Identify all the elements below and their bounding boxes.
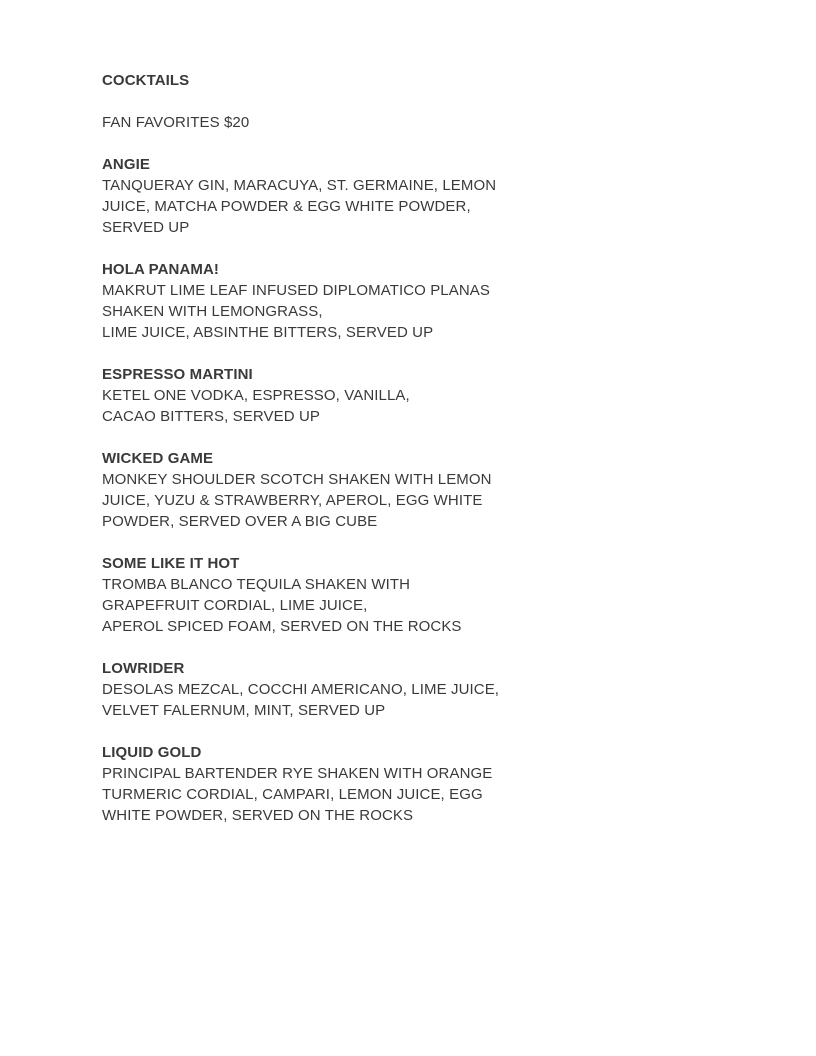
cocktail-item (102, 259, 742, 343)
cocktail-ingredients-line: TURMERIC CORDIAL, CAMPARI, LEMON JUICE, EGG (102, 786, 483, 803)
section-title: FAN FAVORITES $20 (102, 114, 250, 131)
cocktail-ingredients-line: SHAKEN WITH LEMONGRASS, (102, 303, 323, 320)
menu-title: COCKTAILS (102, 72, 190, 89)
cocktail-ingredients-line: SERVED UP (102, 219, 190, 236)
cocktail-ingredients-line: TANQUERAY GIN, MARACUYA, ST. GERMAINE, LEMON (102, 177, 497, 194)
menu-content (102, 70, 742, 826)
cocktail-name: HOLA PANAMA! (102, 261, 220, 278)
cocktail-ingredients-line: VELVET FALERNUM, MINT, SERVED UP (102, 702, 386, 719)
cocktail-name: WICKED GAME (102, 450, 214, 467)
cocktail-item (102, 364, 742, 427)
cocktail-ingredients-line: MONKEY SHOULDER SCOTCH SHAKEN WITH LEMON (102, 471, 492, 488)
cocktail-ingredients-line: POWDER, SERVED OVER A BIG CUBE (102, 513, 378, 530)
cocktail-ingredients-line: CACAO BITTERS, SERVED UP (102, 408, 321, 425)
cocktail-item (102, 553, 742, 637)
cocktail-ingredients-line: GRAPEFRUIT CORDIAL, LIME JUICE, (102, 597, 368, 614)
cocktail-ingredients-line: JUICE, MATCHA POWDER & EGG WHITE POWDER, (102, 198, 471, 215)
cocktail-item (102, 742, 742, 826)
cocktail-ingredients-line: KETEL ONE VODKA, ESPRESSO, VANILLA, (102, 387, 410, 404)
cocktail-name: ESPRESSO MARTINI (102, 366, 253, 383)
cocktail-ingredients-line: WHITE POWDER, SERVED ON THE ROCKS (102, 807, 414, 824)
cocktail-ingredients-line: PRINCIPAL BARTENDER RYE SHAKEN WITH ORANGE (102, 765, 493, 782)
cocktail-name: SOME LIKE IT HOT (102, 555, 240, 572)
cocktail-name: LOWRIDER (102, 660, 185, 677)
cocktail-ingredients-line: LIME JUICE, ABSINTHE BITTERS, SERVED UP (102, 324, 434, 341)
cocktail-name: LIQUID GOLD (102, 744, 202, 761)
cocktail-ingredients-line: DESOLAS MEZCAL, COCCHI AMERICANO, LIME JUICE, (102, 681, 500, 698)
cocktail-name: ANGIE (102, 156, 151, 173)
cocktail-ingredients-line: TROMBA BLANCO TEQUILA SHAKEN WITH (102, 576, 411, 593)
cocktail-ingredients-line: MAKRUT LIME LEAF INFUSED DIPLOMATICO PLANAS (102, 282, 490, 299)
cocktail-ingredients-line: JUICE, YUZU & STRAWBERRY, APEROL, EGG WHITE (102, 492, 483, 509)
cocktail-item (102, 658, 742, 721)
cocktail-ingredients-line: APEROL SPICED FOAM, SERVED ON THE ROCKS (102, 618, 462, 635)
cocktail-item (102, 448, 742, 532)
cocktail-item (102, 154, 742, 238)
